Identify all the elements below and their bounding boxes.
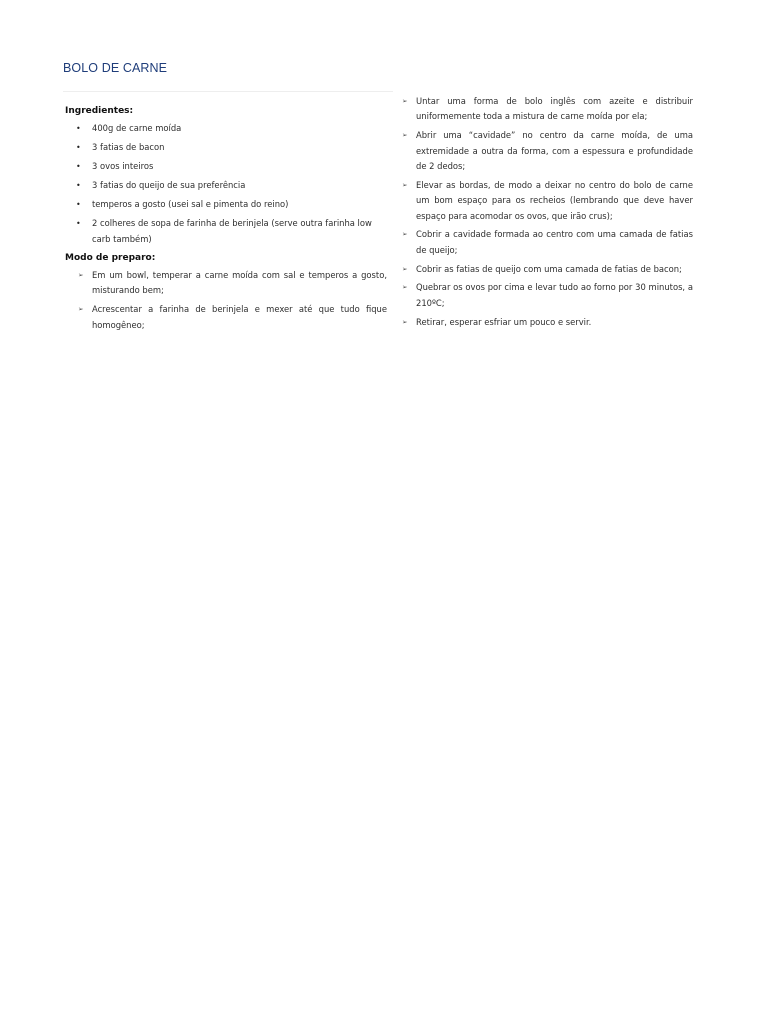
ingredient-item <box>65 216 387 247</box>
bullet-icon: • <box>76 219 81 229</box>
bullet-icon: • <box>76 200 81 210</box>
preparation-heading: Modo de preparo: <box>65 252 156 263</box>
arrow-bullet-icon: ➢ <box>402 283 408 292</box>
title-divider <box>63 91 393 92</box>
step-text: Cobrir as fatias de queijo com uma camada de fatias de bacon; <box>416 263 682 274</box>
arrow-bullet-icon: ➢ <box>402 317 408 326</box>
step-text: Em um bowl, temperar a carne moída com sal e temperos a gosto, misturando bem; <box>92 269 387 296</box>
arrow-bullet-icon: ➢ <box>402 264 408 273</box>
arrow-bullet-icon: ➢ <box>402 230 408 239</box>
step-text: Untar uma forma de bolo inglês com azeite e distribuir uniformemente toda a mistura de carne moída por ela; <box>416 96 693 122</box>
preparation-step <box>402 227 693 258</box>
step-text: Retirar, esperar esfriar um pouco e servir. <box>416 316 592 327</box>
ingredient-text: 3 ovos inteiros <box>92 161 154 172</box>
ingredient-text: temperos a gosto (usei sal e pimenta do reino) <box>92 199 289 210</box>
arrow-bullet-icon: ➢ <box>78 305 84 314</box>
arrow-bullet-icon: ➢ <box>78 270 84 279</box>
ingredient-item <box>65 178 387 193</box>
right-column <box>402 94 693 333</box>
bullet-icon: • <box>76 124 81 133</box>
left-column <box>65 104 387 336</box>
page-title: BOLO DE CARNE <box>63 61 168 75</box>
step-text: Cobrir a cavidade formada ao centro com uma camada de fatias de queijo; <box>416 229 693 255</box>
bullet-icon: • <box>76 181 81 191</box>
ingredient-text: 3 fatias do queijo de sua preferência <box>92 180 246 191</box>
ingredients-heading: Ingredientes: <box>65 106 134 116</box>
preparation-step <box>402 315 693 330</box>
preparation-step <box>402 94 693 125</box>
ingredient-item <box>65 197 387 212</box>
preparation-step <box>402 262 693 277</box>
step-text: Abrir uma “cavidade” no centro da carne moída, de uma extremidade a outra da forma, com a espessura e profundidade de 2 dedos; <box>416 130 693 172</box>
arrow-bullet-icon: ➢ <box>402 180 408 189</box>
preparation-step <box>402 128 693 174</box>
bullet-icon: • <box>76 143 81 153</box>
step-text: Elevar as bordas, de modo a deixar no centro do bolo de carne um bom espaço para os recheios (lembrando que deve haver espaço para acomodar os ovos, que irão crus); <box>416 179 693 221</box>
arrow-bullet-icon: ➢ <box>402 131 408 140</box>
step-text: Acrescentar a farinha de berinjela e mexer até que tudo fique homogêneo; <box>92 304 387 330</box>
ingredients-list <box>65 121 387 247</box>
ingredient-item <box>65 159 387 174</box>
preparation-step <box>65 268 387 299</box>
bullet-icon: • <box>76 162 81 172</box>
preparation-steps-left <box>65 268 387 333</box>
ingredient-text: 400g de carne moída <box>92 123 182 133</box>
step-text: Quebrar os ovos por cima e levar tudo ao forno por 30 minutos, a 210ºC; <box>416 282 693 308</box>
ingredient-item <box>65 121 387 136</box>
ingredient-text: 3 fatias de bacon <box>92 142 165 153</box>
ingredient-text: 2 colheres de sopa de farinha de berinjela (serve outra farinha low carb também) <box>92 218 372 244</box>
preparation-step <box>402 280 693 311</box>
arrow-bullet-icon: ➢ <box>402 97 408 105</box>
preparation-step <box>402 178 693 224</box>
preparation-steps-right <box>402 94 693 330</box>
ingredient-item <box>65 140 387 155</box>
preparation-step <box>65 302 387 333</box>
